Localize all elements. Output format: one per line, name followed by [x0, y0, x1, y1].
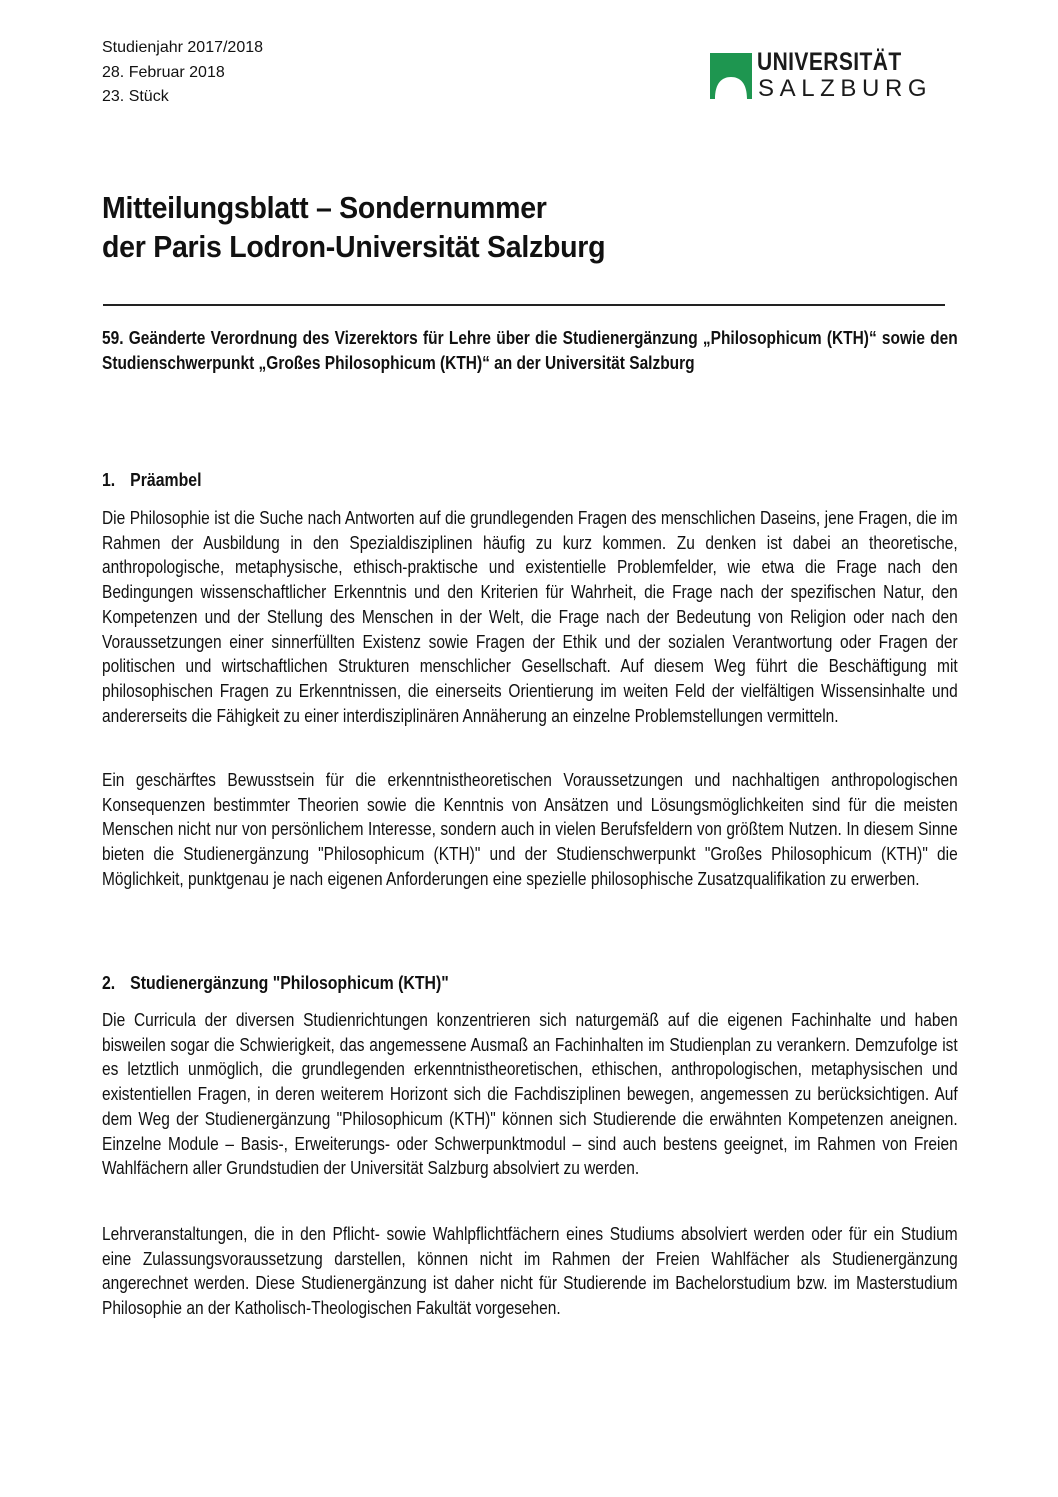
paragraph-text: Ein geschärftes Bewusstsein für die erkenntnistheoretischen Voraussetzungen und nachhaltigen anthropologischen Konsequenzen bestimmter Theorien sowie die Kenntnis von Ansätzen und Lösungsmöglichkeiten sind für die meisten Menschen nicht nur von persönlichem Interesse, sondern auch in vielen Berufsfeldern von größtem Nutzen. In diesem Sinne bieten die Studienergänzung "Philosophicum (KTH)" und der Studienschwerpunkt "Großes Philosophicum (KTH)" die Möglichkeit, punktgenau je nach eigenen Anforderungen eine spezielle philosophische Zusatzqualifikation zu erwerben.: [102, 770, 958, 889]
university-arch-logo-icon: [710, 53, 752, 99]
title-line-1: Mitteilungsblatt – Sondernummer: [102, 190, 547, 225]
issue-meta: [102, 36, 263, 110]
logo-text-universitaet: UNIVERSITÄT: [757, 48, 902, 76]
section-number: 1.: [102, 470, 116, 490]
paragraph: [102, 1222, 958, 1321]
logo-text-salzburg: SALZBURG: [758, 75, 933, 102]
section-number: 2.: [102, 973, 116, 993]
issue-date: 28. Februar 2018: [102, 63, 225, 81]
title-line-2: der Paris Lodron-Universität Salzburg: [102, 229, 606, 264]
section-title: Studienergänzung "Philosophicum (KTH)": [130, 973, 449, 993]
title-divider: [103, 304, 945, 306]
paragraph-text: Die Philosophie ist die Suche nach Antworten auf die grundlegenden Fragen des menschlichen Daseins, jene Fragen, die im Rahmen der Ausbildung in den Spezialdisziplinen häufig zu kurz kommen. Zu denken ist dabei an theoretische, anthropologische, metaphysische, ethisch-praktische und existentielle Problemfelder, wie etwa die Frage nach den Bedingungen wissenschaftlicher Erkenntnis und den Kriterien für Wahrheit, die Frage nach der spezifischen Natur, den Kompetenzen und der Stellung des Menschen in der Welt, die Frage nach der Bedeutung von Religion oder nach den Voraussetzungen einer sinnerfüllten Existenz sowie Fragen der Ethik und der sozialen Verantwortung oder Fragen der politischen und wirtschaftlichen Strukturen menschlicher Gesellschaft. Auf diesem Weg führt die Beschäftigung mit philosophischen Fragen zu Erkenntnissen, die einerseits Orientierung im weiten Feld der vielfältigen Wissensinhalte und andererseits die Fähigkeit zu einer interdisziplinären Annäherung an einzelne Problemstellungen vermitteln.: [102, 508, 958, 726]
paragraph: [102, 768, 958, 892]
section-title: Präambel: [130, 470, 202, 490]
regulation-subject-text: 59. Geänderte Verordnung des Vizerektors für Lehre über die Studienergänzung „Philosophicum (KTH)“ sowie den Studienschwerpunkt „Großes Philosophicum (KTH)“ an der Universität Salzburg: [102, 328, 958, 373]
document-title: [102, 188, 649, 266]
paragraph: [102, 1008, 958, 1181]
regulation-subject: [102, 326, 958, 376]
issue-number: 23. Stück: [102, 88, 169, 105]
section-heading-philosophicum: [102, 973, 449, 994]
paragraph-text: Die Curricula der diversen Studienrichtungen konzentrieren sich naturgemäß auf die eigenen Fachinhalte und haben bisweilen sogar die Schwierigkeit, das angemessene Ausmaß an Fachinhalten im Studienplan zu verankern. Demzufolge ist es letztlich unmöglich, die grundlegenden erkenntnistheoretischen, ethischen, anthropologischen, metaphysischen und existentiellen Fragen, in deren weiterem Horizont sich die Fachdisziplinen bewegen, angemessen zu berücksichtigen. Auf dem Weg der Studienergänzung "Philosophicum (KTH)" können sich Studierende die erwähnten Kompetenzen aneignen. Einzelne Module – Basis-, Erweiterungs- oder Schwerpunktmodul – sind auch bestens geeignet, im Rahmen von Freien Wahlfächern aller Grundstudien der Universität Salzburg absolviert zu werden.: [102, 1010, 958, 1179]
academic-year: Studienjahr 2017/2018: [102, 39, 264, 56]
paragraph-text: Lehrveranstaltungen, die in den Pflicht- sowie Wahlpflichtfächern eines Studiums absolviert werden oder für ein Studium eine Zulassungsvoraussetzung darstellen, können nicht im Rahmen der Freien Wahlfächer als Studienergänzung angerechnet werden. Diese Studienergänzung ist daher nicht für Studierende im Bachelorstudium bzw. im Masterstudium Philosophie an der Katholisch-Theologischen Fakultät vorgesehen.: [102, 1224, 958, 1319]
paragraph: [102, 506, 958, 728]
university-logo: [710, 48, 933, 104]
section-heading-preamble: [102, 470, 201, 491]
